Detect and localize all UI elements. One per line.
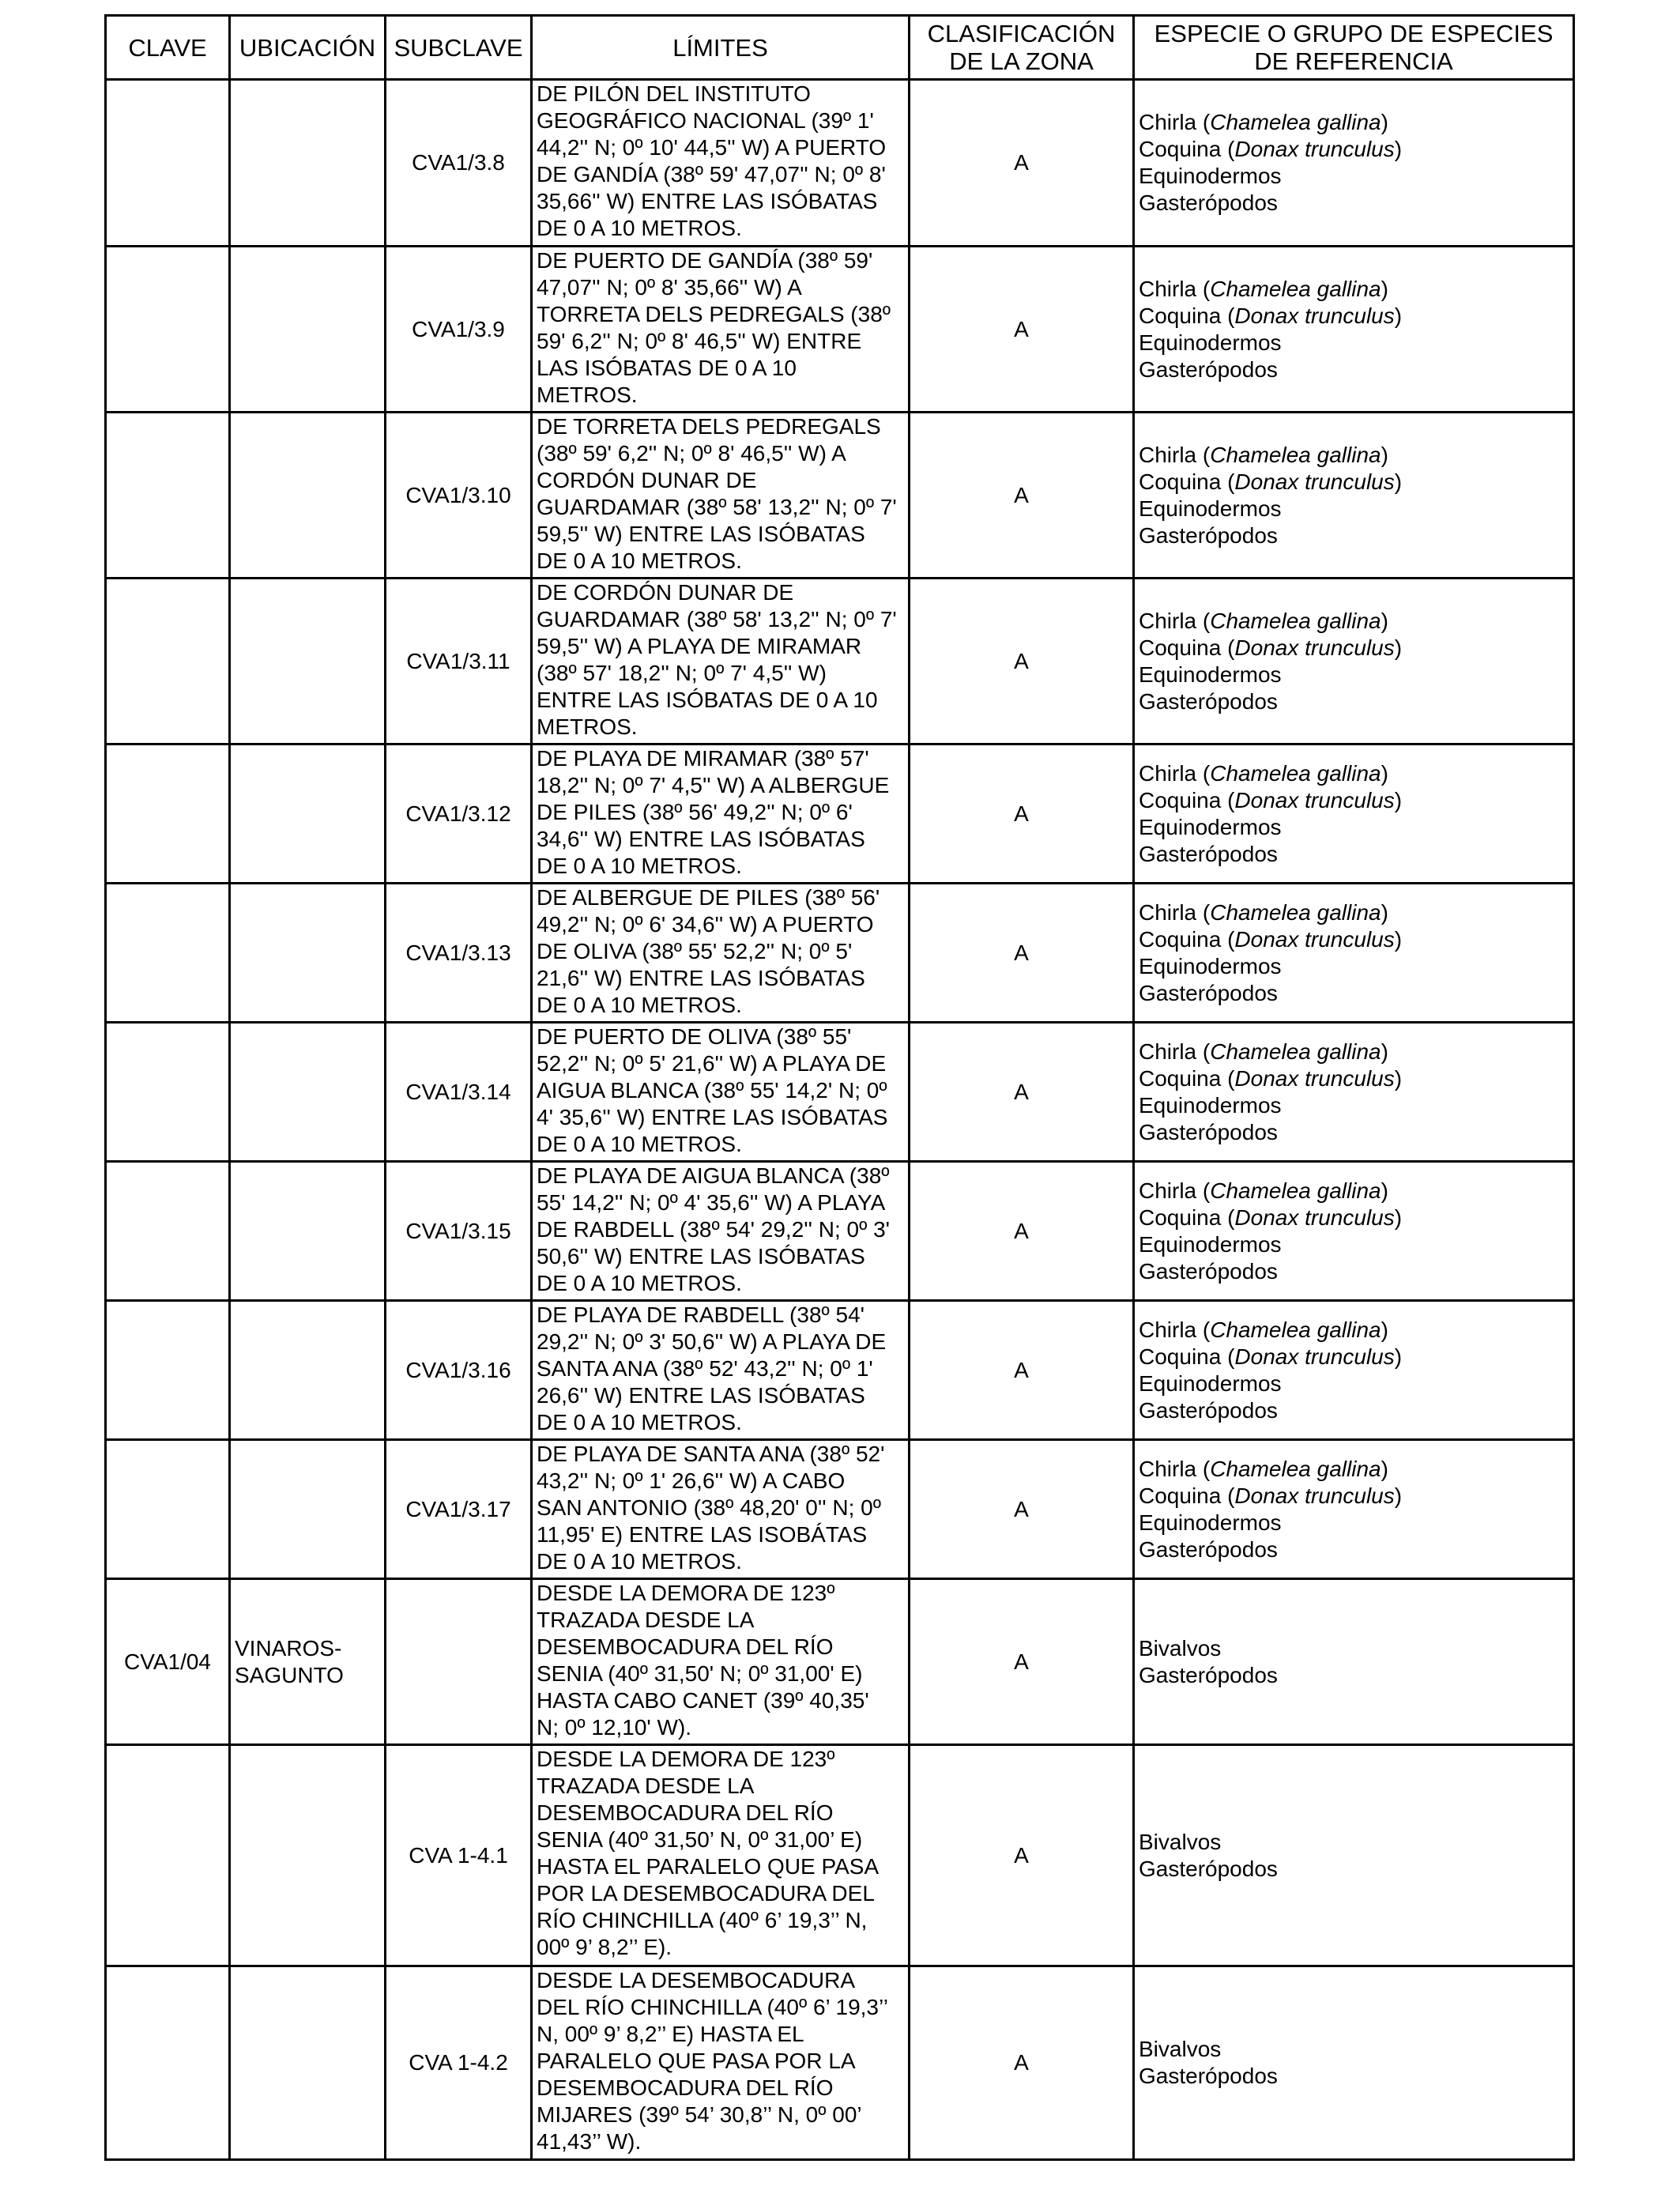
cell-clasificacion: A: [910, 1966, 1134, 2160]
limites-line: DESEMBOCADURA DEL RÍO: [537, 2075, 834, 2100]
species-line: Equinodermos: [1139, 662, 1282, 687]
limites-line: 26,6'' W) ENTRE LAS ISÓBATAS: [537, 1383, 865, 1408]
cell-especies: [1134, 1162, 1574, 1301]
header-row: [106, 16, 1574, 80]
species-line: Gasterópodos: [1139, 1856, 1278, 1881]
cell-subclave: [386, 1579, 532, 1745]
limites-line: 59,5'' W) A PLAYA DE MIRAMAR: [537, 634, 862, 658]
cell-clasificacion: A: [910, 247, 1134, 413]
ubicacion-line: VINAROS-: [235, 1635, 342, 1661]
limites-line: TORRETA DELS PEDREGALS (38º: [537, 302, 891, 326]
scientific-name: Donax trunculus: [1234, 303, 1395, 328]
cell-limites: [532, 1579, 910, 1745]
table-row: [106, 1162, 1574, 1301]
species-line: Chirla (Chamelea gallina): [1139, 608, 1388, 633]
species-line: Equinodermos: [1139, 164, 1282, 188]
limites-line: TRAZADA DESDE LA: [537, 1608, 755, 1632]
cell-especies: [1134, 1440, 1574, 1579]
limites-line: DE PILÓN DEL INSTITUTO: [537, 81, 811, 106]
cell-limites: [532, 745, 910, 884]
scientific-name: Chamelea gallina: [1210, 1456, 1381, 1481]
cell-ubicacion: [230, 1440, 386, 1579]
limites-line: DE PLAYA DE SANTA ANA (38º 52': [537, 1442, 885, 1466]
table-row: [106, 1579, 1574, 1745]
cell-clave: [106, 1301, 230, 1440]
zones-table: [104, 14, 1575, 2161]
limites-line: AIGUA BLANCA (38º 55' 14,2' N; 0º: [537, 1078, 887, 1103]
limites-line: 18,2'' N; 0º 7' 4,5'' W) A ALBERGUE: [537, 773, 890, 797]
limites-line: HASTA CABO CANET (39º 40,35': [537, 1688, 869, 1713]
limites-line: DESEMBOCADURA DEL RÍO: [537, 1800, 834, 1825]
species-line: Coquina (Donax trunculus): [1139, 1065, 1403, 1091]
species-line: Equinodermos: [1139, 330, 1282, 355]
header-especie-line: DE REFERENCIA: [1254, 47, 1453, 75]
scientific-name: Chamelea gallina: [1210, 1039, 1381, 1064]
limites-line: (38º 59' 6,2'' N; 0º 8' 46,5'' W) A: [537, 441, 846, 466]
limites-line: 41,43’’ W).: [537, 2129, 642, 2154]
limites-line: 44,2'' N; 0º 10' 44,5'' W) A PUERTO: [537, 135, 887, 160]
species-line: Bivalvos: [1139, 1829, 1222, 1854]
cell-ubicacion: [230, 1745, 386, 1966]
cell-limites: [532, 80, 910, 247]
limites-line: DESDE LA DESEMBOCADURA: [537, 1968, 855, 1992]
cell-ubicacion: [230, 1579, 386, 1745]
table-body: [106, 80, 1574, 2160]
scientific-name: Donax trunculus: [1234, 1204, 1395, 1230]
cell-ubicacion: [230, 1301, 386, 1440]
cell-especies: [1134, 579, 1574, 745]
species-line: Equinodermos: [1139, 814, 1282, 839]
cell-clasificacion: A: [910, 1745, 1134, 1966]
scientific-name: Donax trunculus: [1234, 137, 1395, 161]
cell-clasificacion: A: [910, 413, 1134, 579]
species-line: Gasterópodos: [1139, 1662, 1278, 1687]
cell-clave: [106, 884, 230, 1023]
limites-line: METROS.: [537, 714, 638, 739]
limites-line: 59' 6,2'' N; 0º 8' 46,5'' W) ENTRE: [537, 329, 862, 353]
cell-subclave: CVA1/3.13: [386, 884, 532, 1023]
table-row: [106, 413, 1574, 579]
limites-line: 34,6'' W) ENTRE LAS ISÓBATAS: [537, 827, 865, 851]
species-line: Gasterópodos: [1139, 1258, 1278, 1284]
limites-line: 00º 9’ 8,2’’ E).: [537, 1935, 672, 1959]
scientific-name: Donax trunculus: [1234, 787, 1395, 812]
limites-line: DE GANDÍA (38º 59' 47,07'' N; 0º 8': [537, 162, 886, 187]
limites-line: GEOGRÁFICO NACIONAL (39º 1': [537, 108, 874, 133]
limites-line: TRAZADA DESDE LA: [537, 1774, 755, 1798]
cell-clasificacion: A: [910, 80, 1134, 247]
cell-clave: [106, 1023, 230, 1162]
limites-line: DE 0 A 10 METROS.: [537, 1271, 742, 1295]
cell-limites: [532, 413, 910, 579]
cell-clave: [106, 1440, 230, 1579]
cell-limites: [532, 579, 910, 745]
limites-line: GUARDAMAR (38º 58' 13,2'' N; 0º 7': [537, 495, 897, 519]
limites-line: DE PUERTO DE OLIVA (38º 55': [537, 1024, 852, 1049]
species-line: Gasterópodos: [1139, 2064, 1278, 2088]
scientific-name: Chamelea gallina: [1210, 276, 1381, 301]
cell-clasificacion: A: [910, 1579, 1134, 1745]
cell-clave: [106, 1162, 230, 1301]
table-row: [106, 1745, 1574, 1966]
limites-line: DE PLAYA DE AIGUA BLANCA (38º: [537, 1163, 890, 1188]
limites-line: DESEMBOCADURA DEL RÍO: [537, 1634, 834, 1659]
limites-line: SENIA (40º 31,50’ N, 0º 31,00’ E): [537, 1827, 863, 1852]
cell-limites: [532, 1745, 910, 1966]
cell-limites: [532, 1023, 910, 1162]
limites-line: DE CORDÓN DUNAR DE: [537, 580, 794, 605]
species-line: Chirla (Chamelea gallina): [1139, 1178, 1388, 1203]
species-line: Chirla (Chamelea gallina): [1139, 899, 1388, 925]
cell-clasificacion: A: [910, 884, 1134, 1023]
limites-line: 49,2'' N; 0º 6' 34,6'' W) A PUERTO: [537, 912, 874, 937]
species-line: Bivalvos: [1139, 2037, 1222, 2061]
header-clasificacion-line: CLASIFICACIÓN: [927, 20, 1116, 47]
limites-line: DE PILES (38º 56' 49,2'' N; 0º 6': [537, 800, 853, 824]
limites-line: 50,6'' W) ENTRE LAS ISÓBATAS: [537, 1244, 865, 1269]
cell-ubicacion: [230, 1966, 386, 2160]
limites-line: DE PLAYA DE RABDELL (38º 54': [537, 1302, 865, 1327]
species-line: Gasterópodos: [1139, 1119, 1278, 1144]
limites-line: DE 0 A 10 METROS.: [537, 216, 742, 240]
limites-line: DE RABDELL (38º 54' 29,2'' N; 0º 3': [537, 1217, 891, 1242]
cell-especies: [1134, 745, 1574, 884]
cell-especies: [1134, 1301, 1574, 1440]
limites-line: DE ALBERGUE DE PILES (38º 56': [537, 885, 880, 910]
cell-especies: [1134, 1966, 1574, 2160]
species-line: Coquina (Donax trunculus): [1139, 1483, 1403, 1508]
cell-subclave: CVA 1-4.1: [386, 1745, 532, 1966]
species-line: Equinodermos: [1139, 1510, 1282, 1535]
cell-clasificacion: A: [910, 1023, 1134, 1162]
cell-ubicacion: [230, 579, 386, 745]
limites-line: DE 0 A 10 METROS.: [537, 1132, 742, 1156]
cell-clave: CVA1/04: [106, 1579, 230, 1745]
header-clave: CLAVE: [106, 16, 230, 80]
limites-line: DE 0 A 10 METROS.: [537, 1549, 742, 1574]
cell-clave: [106, 413, 230, 579]
limites-line: (38º 57' 18,2'' N; 0º 7' 4,5'' W): [537, 661, 827, 685]
species-line: Gasterópodos: [1139, 356, 1278, 382]
limites-line: 52,2'' N; 0º 5' 21,6'' W) A PLAYA DE: [537, 1051, 887, 1076]
limites-line: HASTA EL PARALELO QUE PASA: [537, 1854, 880, 1879]
header-clasificacion: [910, 16, 1134, 80]
species-line: Coquina (Donax trunculus): [1139, 1204, 1403, 1230]
cell-especies: [1134, 884, 1574, 1023]
cell-clave: [106, 1966, 230, 2160]
limites-line: DE PLAYA DE MIRAMAR (38º 57': [537, 746, 869, 771]
limites-line: DE 0 A 10 METROS.: [537, 548, 742, 573]
species-line: Chirla (Chamelea gallina): [1139, 276, 1388, 301]
species-line: Equinodermos: [1139, 1092, 1282, 1118]
cell-especies: [1134, 247, 1574, 413]
scientific-name: Chamelea gallina: [1210, 1178, 1381, 1203]
cell-ubicacion: [230, 247, 386, 413]
species-line: Chirla (Chamelea gallina): [1139, 1039, 1388, 1064]
limites-line: ENTRE LAS ISÓBATAS DE 0 A 10: [537, 688, 878, 712]
cell-ubicacion: [230, 413, 386, 579]
species-line: Equinodermos: [1139, 953, 1282, 978]
scientific-name: Chamelea gallina: [1210, 1317, 1381, 1342]
species-line: Coquina (Donax trunculus): [1139, 469, 1403, 494]
cell-clasificacion: A: [910, 745, 1134, 884]
limites-line: 21,6'' W) ENTRE LAS ISÓBATAS: [537, 966, 865, 990]
table-row: [106, 1966, 1574, 2160]
limites-line: DESDE LA DEMORA DE 123º: [537, 1581, 835, 1605]
cell-clave: [106, 80, 230, 247]
cell-limites: [532, 1162, 910, 1301]
scientific-name: Donax trunculus: [1234, 635, 1395, 660]
cell-ubicacion: [230, 1162, 386, 1301]
scientific-name: Donax trunculus: [1234, 926, 1395, 952]
table-row: [106, 80, 1574, 247]
limites-line: RÍO CHINCHILLA (40º 6’ 19,3’’ N,: [537, 1908, 868, 1932]
cell-subclave: CVA1/3.12: [386, 745, 532, 884]
species-line: Coquina (Donax trunculus): [1139, 787, 1403, 812]
limites-line: 11,95' E) ENTRE LAS ISOBÁTAS: [537, 1522, 868, 1547]
limites-line: DE OLIVA (38º 55' 52,2'' N; 0º 5': [537, 939, 853, 963]
limites-line: 47,07'' N; 0º 8' 35,66'' W) A: [537, 275, 802, 300]
cell-clave: [106, 1745, 230, 1966]
cell-subclave: CVA1/3.10: [386, 413, 532, 579]
species-line: Gasterópodos: [1139, 688, 1278, 714]
cell-subclave: CVA1/3.9: [386, 247, 532, 413]
limites-line: DEL RÍO CHINCHILLA (40º 6’ 19,3’’: [537, 1995, 888, 2019]
limites-line: SANTA ANA (38º 52' 43,2'' N; 0º 1': [537, 1356, 873, 1381]
cell-subclave: CVA1/3.17: [386, 1440, 532, 1579]
cell-clasificacion: A: [910, 579, 1134, 745]
cell-subclave: CVA1/3.15: [386, 1162, 532, 1301]
limites-line: 35,66'' W) ENTRE LAS ISÓBATAS: [537, 189, 878, 213]
species-line: Gasterópodos: [1139, 522, 1278, 548]
scientific-name: Chamelea gallina: [1210, 760, 1381, 786]
species-line: Chirla (Chamelea gallina): [1139, 1456, 1388, 1481]
cell-especies: [1134, 413, 1574, 579]
cell-ubicacion: [230, 745, 386, 884]
species-line: Equinodermos: [1139, 1231, 1282, 1257]
header-especie: [1134, 16, 1574, 80]
limites-line: GUARDAMAR (38º 58' 13,2'' N; 0º 7': [537, 607, 897, 631]
limites-line: LAS ISÓBATAS DE 0 A 10: [537, 356, 797, 380]
table-row: [106, 1301, 1574, 1440]
cell-clave: [106, 745, 230, 884]
cell-subclave: CVA1/3.8: [386, 80, 532, 247]
cell-especies: [1134, 80, 1574, 247]
ubicacion-line: SAGUNTO: [235, 1662, 344, 1687]
table-row: [106, 247, 1574, 413]
species-line: Coquina (Donax trunculus): [1139, 635, 1403, 660]
species-line: Equinodermos: [1139, 496, 1282, 521]
cell-subclave: CVA 1-4.2: [386, 1966, 532, 2160]
species-line: Chirla (Chamelea gallina): [1139, 760, 1388, 786]
species-line: Coquina (Donax trunculus): [1139, 926, 1403, 952]
table-row: [106, 884, 1574, 1023]
cell-limites: [532, 884, 910, 1023]
species-line: Chirla (Chamelea gallina): [1139, 1317, 1388, 1342]
species-line: Gasterópodos: [1139, 1536, 1278, 1562]
cell-limites: [532, 247, 910, 413]
cell-ubicacion: [230, 80, 386, 247]
species-line: Equinodermos: [1139, 1370, 1282, 1396]
scientific-name: Donax trunculus: [1234, 1344, 1395, 1369]
species-line: Gasterópodos: [1139, 190, 1278, 215]
scientific-name: Donax trunculus: [1234, 1065, 1395, 1091]
header-clasificacion-line: DE LA ZONA: [949, 47, 1094, 75]
header-subclave: SUBCLAVE: [386, 16, 532, 80]
limites-line: DESDE LA DEMORA DE 123º: [537, 1747, 835, 1771]
limites-line: MIJARES (39º 54’ 30,8’’ N, 0º 00’: [537, 2102, 862, 2127]
cell-limites: [532, 1301, 910, 1440]
limites-line: 4' 35,6'' W) ENTRE LAS ISÓBATAS: [537, 1105, 888, 1129]
limites-line: DE TORRETA DELS PEDREGALS: [537, 414, 881, 439]
cell-especies: [1134, 1023, 1574, 1162]
cell-especies: [1134, 1579, 1574, 1745]
limites-line: 59,5'' W) ENTRE LAS ISÓBATAS: [537, 522, 865, 546]
cell-clasificacion: A: [910, 1301, 1134, 1440]
species-line: Bivalvos: [1139, 1635, 1222, 1661]
table-row: [106, 1440, 1574, 1579]
species-line: Chirla (Chamelea gallina): [1139, 110, 1388, 134]
cell-clasificacion: A: [910, 1440, 1134, 1579]
table-row: [106, 579, 1574, 745]
scientific-name: Chamelea gallina: [1210, 442, 1381, 467]
limites-line: CORDÓN DUNAR DE: [537, 468, 757, 492]
limites-line: 29,2'' N; 0º 3' 50,6'' W) A PLAYA DE: [537, 1329, 887, 1354]
limites-line: DE 0 A 10 METROS.: [537, 993, 742, 1017]
limites-line: 55' 14,2'' N; 0º 4' 35,6'' W) A PLAYA: [537, 1190, 886, 1215]
header-especie-line: ESPECIE O GRUPO DE ESPECIES: [1154, 20, 1554, 47]
header-ubicacion: UBICACIÓN: [230, 16, 386, 80]
cell-limites: [532, 1966, 910, 2160]
species-line: Coquina (Donax trunculus): [1139, 303, 1403, 328]
limites-line: DE PUERTO DE GANDÍA (38º 59': [537, 248, 873, 273]
cell-clasificacion: A: [910, 1162, 1134, 1301]
cell-clave: [106, 247, 230, 413]
limites-line: 43,2'' N; 0º 1' 26,6'' W) A CABO: [537, 1468, 846, 1493]
species-line: Gasterópodos: [1139, 980, 1278, 1005]
limites-line: SENIA (40º 31,50' N; 0º 31,00' E): [537, 1661, 863, 1686]
limites-line: POR LA DESEMBOCADURA DEL: [537, 1881, 875, 1906]
limites-line: DE 0 A 10 METROS.: [537, 854, 742, 878]
species-line: Coquina (Donax trunculus): [1139, 137, 1403, 161]
limites-line: N; 0º 12,10' W).: [537, 1715, 692, 1740]
header-limites: LÍMITES: [532, 16, 910, 80]
limites-line: SAN ANTONIO (38º 48,20' 0'' N; 0º: [537, 1495, 881, 1520]
limites-line: METROS.: [537, 383, 638, 407]
table-row: [106, 745, 1574, 884]
species-line: Chirla (Chamelea gallina): [1139, 442, 1388, 467]
cell-subclave: CVA1/3.14: [386, 1023, 532, 1162]
cell-subclave: CVA1/3.16: [386, 1301, 532, 1440]
species-line: Coquina (Donax trunculus): [1139, 1344, 1403, 1369]
cell-clave: [106, 579, 230, 745]
species-line: Gasterópodos: [1139, 841, 1278, 866]
scientific-name: Chamelea gallina: [1210, 608, 1381, 633]
cell-subclave: CVA1/3.11: [386, 579, 532, 745]
scientific-name: Chamelea gallina: [1210, 110, 1381, 134]
cell-ubicacion: [230, 1023, 386, 1162]
limites-line: N, 00º 9’ 8,2’’ E) HASTA EL: [537, 2022, 804, 2046]
cell-limites: [532, 1440, 910, 1579]
species-line: Gasterópodos: [1139, 1397, 1278, 1423]
scientific-name: Chamelea gallina: [1210, 899, 1381, 925]
table-row: [106, 1023, 1574, 1162]
scientific-name: Donax trunculus: [1234, 469, 1395, 494]
limites-line: DE 0 A 10 METROS.: [537, 1410, 742, 1434]
limites-line: PARALELO QUE PASA POR LA: [537, 2049, 856, 2073]
cell-especies: [1134, 1745, 1574, 1966]
cell-ubicacion: [230, 884, 386, 1023]
scientific-name: Donax trunculus: [1234, 1483, 1395, 1508]
